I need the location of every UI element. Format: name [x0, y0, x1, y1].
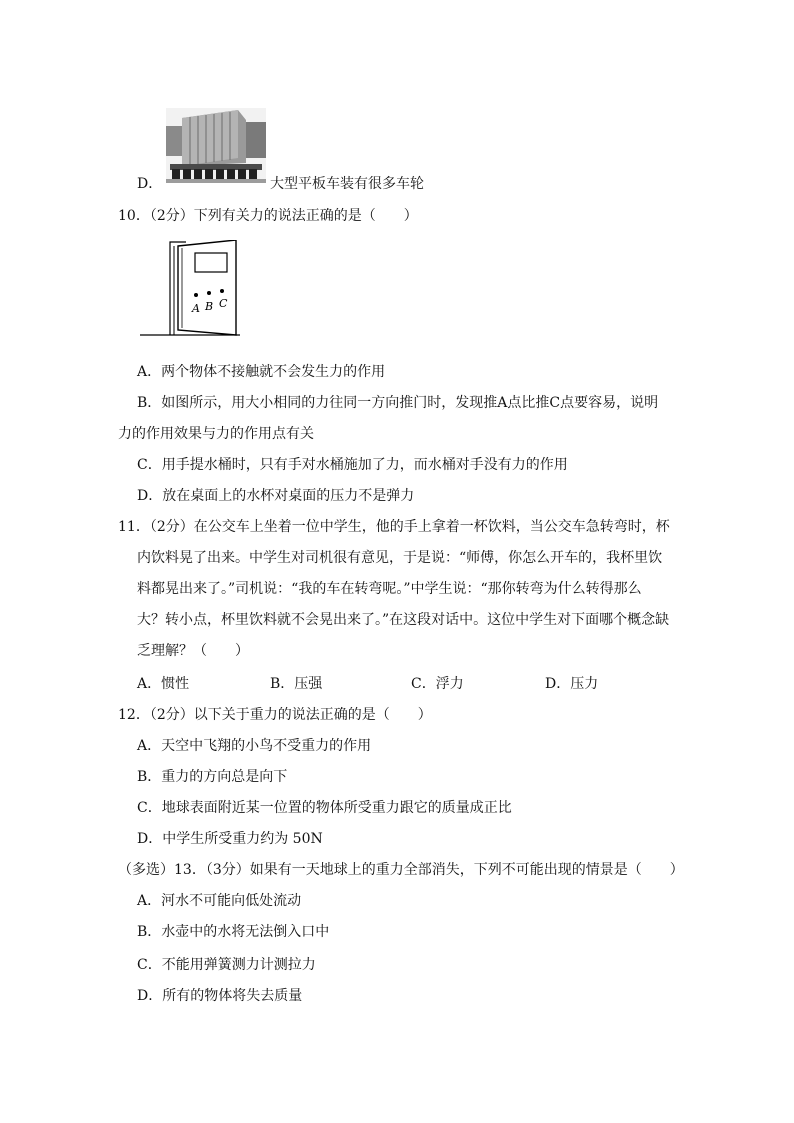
q9-option-d-letter: D． — [137, 176, 163, 192]
q13-option-c: C．不能用弹簧测力计测拉力 — [137, 957, 316, 973]
q11-stem-line-2: 内饮料晃了出来。中学生对司机很有意见，于是说：“师傅，你怎么开车的，我杯里饮 — [137, 550, 663, 566]
q13-option-b: B．水壶中的水将无法倒入口中 — [137, 924, 330, 940]
q13-option-d: D．所有的物体将失去质量 — [137, 988, 303, 1004]
q10-option-c: C．用手提水桶时，只有手对水桶施加了力，而水桶对手没有力的作用 — [137, 457, 568, 473]
q10-option-b-cont: 力的作用效果与力的作用点有关 — [118, 426, 314, 442]
q9-option-d-text: 大型平板车装有很多车轮 — [270, 176, 424, 192]
q11-option-b: B．压强 — [270, 676, 323, 692]
q11-option-d: D．压力 — [545, 676, 599, 692]
q10-stem: 10．（2分）下列有关力的说法正确的是（ ） — [118, 208, 418, 224]
q13-option-a: A．河水不可能向低处流动 — [137, 893, 302, 909]
door-label-a: A — [192, 302, 200, 315]
door-label-c: C — [219, 297, 228, 310]
q12-option-c: C．地球表面附近某一位置的物体所受重力跟它的质量成正比 — [137, 800, 512, 816]
q12-stem: 12．（2分）以下关于重力的说法正确的是（ ） — [118, 707, 432, 723]
q10-option-b: B．如图所示，用大小相同的力往同一方向推门时，发现推A点比推C点要容易，说明 — [137, 395, 659, 411]
door-label-b: B — [205, 300, 214, 313]
q11-option-a: A．惯性 — [137, 676, 190, 692]
q11-stem-line-3: 料都晃出来了。”司机说：“我的车在转弯呢。”中学生说：“那你转弯为什么转得那么 — [137, 581, 642, 597]
q11-stem-line-5: 乏理解？（ ） — [137, 643, 249, 659]
q13-stem: （多选）13．（3分）如果有一天地球上的重力全部消失，下列不可能出现的情景是（ ） — [118, 862, 684, 878]
door-figure — [140, 240, 240, 340]
truck-photo — [166, 108, 266, 183]
q12-option-a: A．天空中飞翔的小鸟不受重力的作用 — [137, 738, 372, 754]
q11-stem-line-4: 大？转小点，杯里饮料就不会晃出来了。”在这段对话中。这位中学生对下面哪个概念缺 — [137, 612, 670, 628]
q12-option-b: B．重力的方向总是向下 — [137, 769, 288, 785]
q10-option-a: A．两个物体不接触就不会发生力的作用 — [137, 364, 386, 380]
q11-option-c: C．浮力 — [411, 676, 464, 692]
q11-stem-line-1: 11．（2分）在公交车上坐着一位中学生，他的手上拿着一杯饮料，当公交车急转弯时，杯 — [118, 519, 670, 535]
q10-option-d: D．放在桌面上的水杯对桌面的压力不是弹力 — [137, 488, 415, 504]
q12-option-d: D．中学生所受重力约为 50N — [137, 831, 323, 847]
